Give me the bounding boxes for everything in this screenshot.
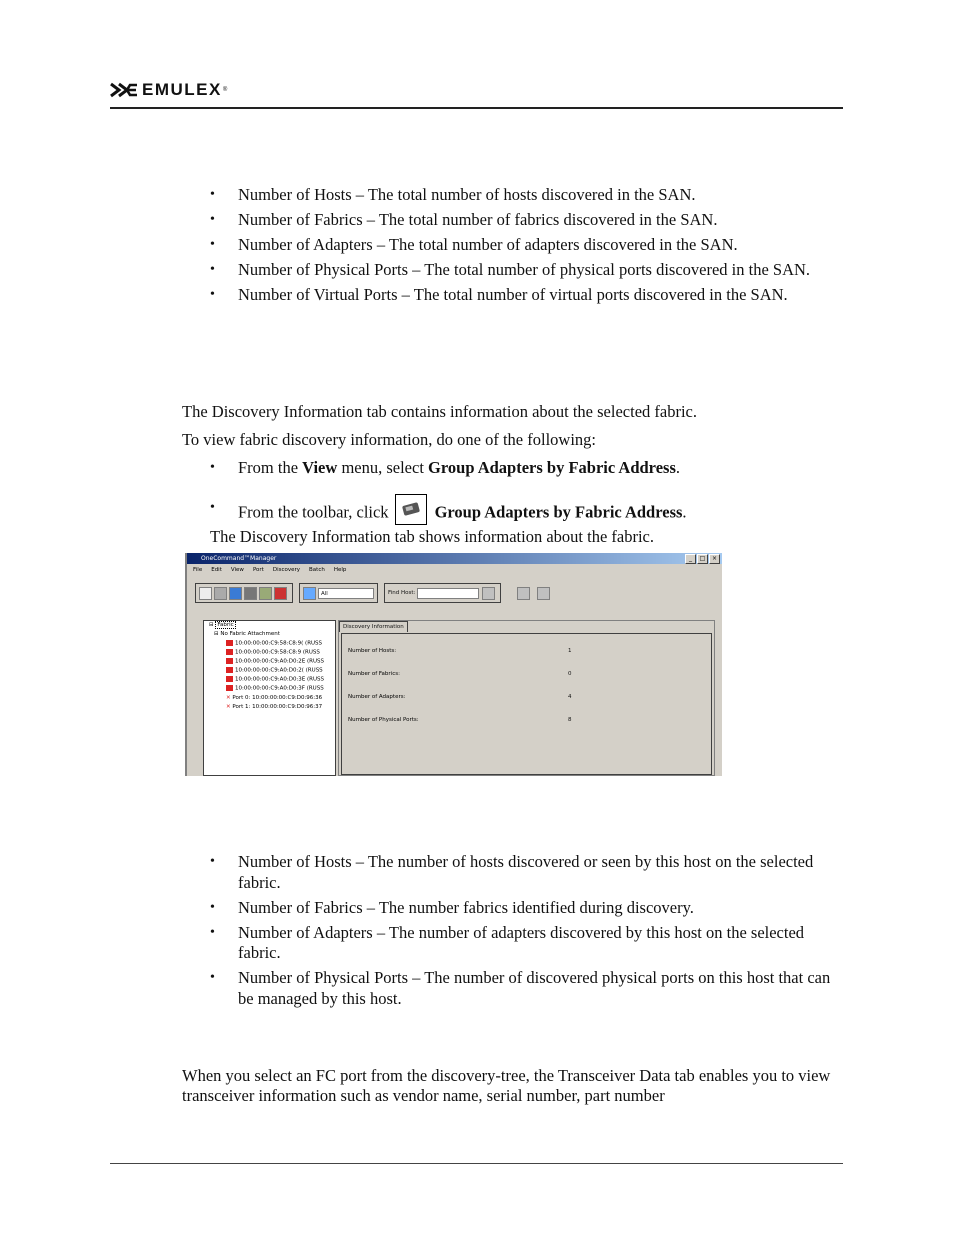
tab-discovery-information: Discovery Information [339, 621, 408, 632]
close-icon: × [709, 554, 720, 564]
tool-icon [214, 587, 227, 600]
toolbar [195, 583, 552, 603]
filter-icon [303, 587, 316, 600]
discovery-information-screenshot [185, 553, 722, 776]
menu-view: View [230, 567, 244, 573]
list-item: • Number of Fabrics – The total number of fabrics discovered in the SAN. [182, 210, 844, 231]
tree-node: 10:00:00:00:C9:A0:D0:2E (RUSS [226, 658, 324, 665]
info-label: Number of Fabrics: [348, 671, 400, 677]
list-item: • Number of Physical Ports – The number of discovered physical ports on this host that can be managed by this host. [182, 968, 844, 1009]
help-icon [537, 587, 550, 600]
emulex-mark-icon [110, 82, 138, 98]
footer-rule [110, 1163, 843, 1164]
toolbar-group [384, 583, 501, 603]
menu-batch: Batch [309, 567, 325, 573]
menubar [193, 567, 346, 573]
list-item: • Number of Adapters – The total number of adapters discovered in the SAN. [182, 235, 844, 256]
export-icon [517, 587, 530, 600]
tree-node: 10:00:00:00:C9:58:C8:9( (RUSS [226, 640, 322, 647]
info-label: Number of Hosts: [348, 648, 397, 654]
menu-edit: Edit [211, 567, 222, 573]
info-value: 0 [568, 671, 572, 677]
tree-node: 10:00:00:00:C9:A0:D0:3F (RUSS [226, 685, 324, 692]
hosts-icon [229, 587, 242, 600]
fabric-icon [244, 587, 257, 600]
tree-node: ✕ Port 0: 10:00:00:00:C9:D0:96:36 [226, 695, 323, 701]
minimize-icon: _ [685, 554, 696, 564]
window-title: OneCommand™Manager _ □ × [187, 553, 722, 564]
menu-discovery: Discovery [272, 567, 301, 573]
menu-file: File [193, 567, 203, 573]
menu-port: Port [252, 567, 264, 573]
bullet-list-top [182, 185, 844, 310]
discovery-info-box [341, 633, 712, 775]
find-icon [482, 587, 495, 600]
info-label: Number of Physical Ports: [348, 717, 419, 723]
emulex-logo [110, 80, 227, 100]
list-item: • Number of Fabrics – The number fabrics identified during discovery. [182, 898, 844, 919]
discovery-tree [203, 620, 336, 776]
list-item: • Number of Hosts – The total number of hosts discovered in the SAN. [182, 185, 844, 206]
list-item: • Number of Hosts – The number of hosts discovered or seen by this host on the selected fabric. [182, 852, 844, 893]
list-item: • Number of Virtual Ports – The total number of virtual ports discovered in the SAN. [182, 285, 844, 306]
paragraph: The Discovery Information tab contains information about the selected fabric. [182, 402, 697, 421]
tree-node-fabric: ⊟ Fabric [209, 622, 234, 628]
tree-node: 10:00:00:00:C9:A0:D0:2( (RUSS [226, 667, 323, 674]
tree-node: 10:00:00:00:C9:58:C8:9 (RUSS [226, 649, 320, 656]
find-host-combo [417, 588, 479, 599]
adapter-icon [259, 587, 272, 600]
bullet-list-bottom [182, 852, 844, 1014]
menu-help: Help [333, 567, 347, 573]
step-list [182, 458, 844, 483]
info-value: 1 [568, 648, 572, 654]
paragraph: The Discovery Information tab shows information about the fabric. [210, 527, 655, 546]
port-icon [274, 587, 287, 600]
refresh-icon [199, 587, 212, 600]
tree-node: 10:00:00:00:C9:A0:D0:3E (RUSS [226, 676, 324, 683]
maximize-icon: □ [697, 554, 708, 564]
paragraph: To view fabric discovery information, do one of the following: [182, 430, 596, 449]
info-panel [338, 620, 715, 776]
toolbar-group [299, 583, 378, 603]
header-rule [110, 107, 843, 109]
list-item: • From the toolbar, click Group Adapters by Fabric Address. [182, 498, 844, 529]
logo-trademark: ® [222, 87, 228, 93]
list-item: • Number of Adapters – The number of adapters discovered by this host on the selected fabric. [182, 923, 844, 964]
toolbar-group [195, 583, 293, 603]
logo-text: EMULEX [142, 80, 222, 99]
list-item: • Number of Physical Ports – The total number of physical ports discovered in the SAN. [182, 260, 844, 281]
paragraph: When you select an FC port from the discovery-tree, the Transceiver Data tab enables you to view transceiver information such as vendor name, serial number, part number [182, 1066, 831, 1105]
info-label: Number of Adapters: [348, 694, 406, 700]
group-adapters-toolbar-icon [395, 494, 427, 525]
info-value: 4 [568, 694, 572, 700]
tree-node: ⊟ No Fabric Attachment [214, 631, 280, 637]
list-item: • From the View menu, select Group Adapters by Fabric Address. [182, 458, 844, 479]
find-host-label: Find Host: [388, 590, 416, 596]
tree-node: ✕ Port 1: 10:00:00:00:C9:D0:96:37 [226, 704, 323, 710]
info-value: 8 [568, 717, 572, 723]
filter-combo: All [318, 588, 374, 599]
